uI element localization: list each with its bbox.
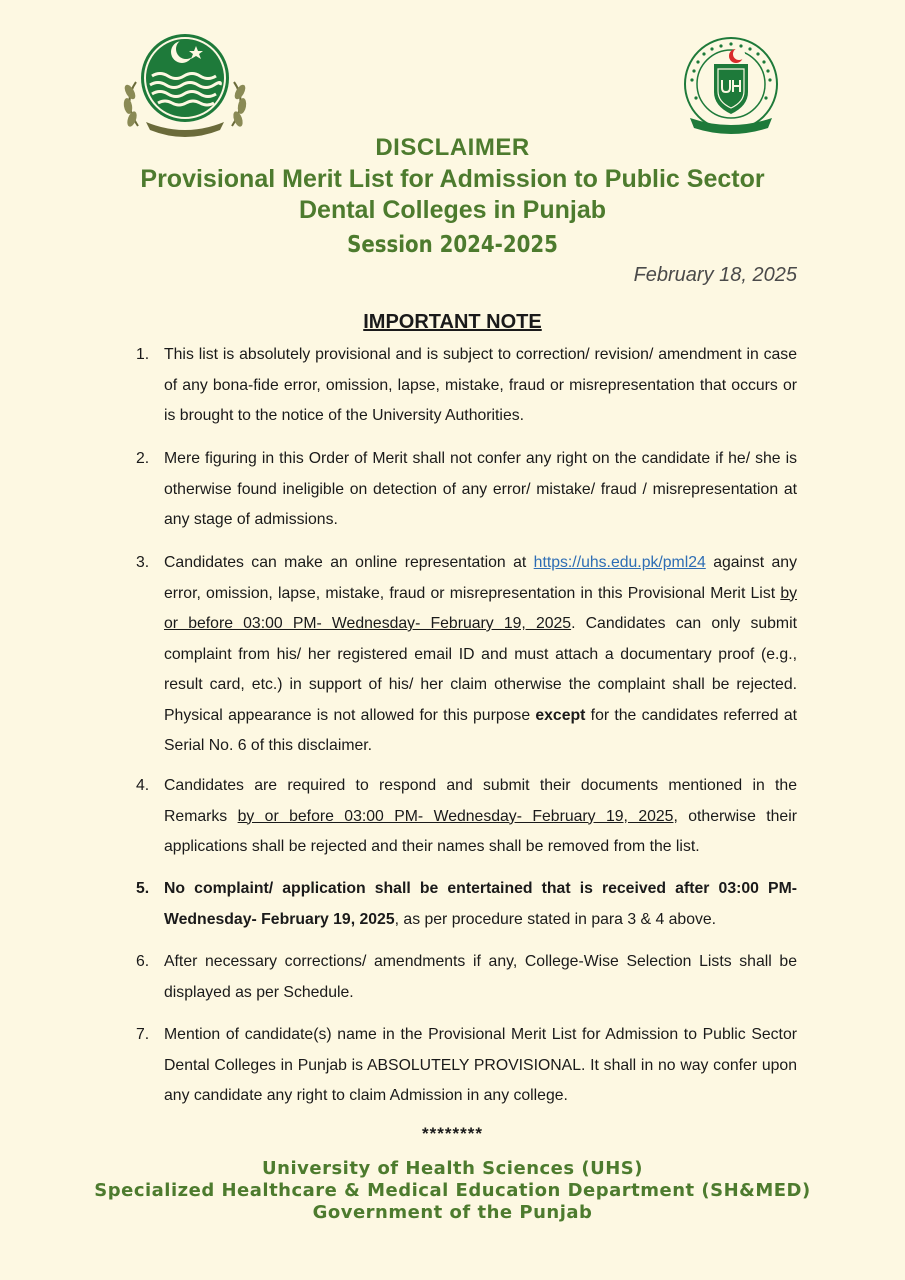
note-item-6: [136, 947, 797, 1008]
emphasis-text: except: [535, 706, 586, 724]
representation-link[interactable]: https://uhs.edu.pk/pml24: [533, 554, 706, 571]
note-text: After necessary corrections/ amendments if any, College-Wise Selection Lists shall be displayed as per Schedule.: [164, 953, 797, 1001]
deadline-text: by or before 03:00 PM- Wednesday- February 19, 2025: [164, 584, 797, 632]
session-heading: Session 2024-2025: [347, 232, 558, 258]
note-text: Mere figuring in this Order of Merit shall not confer any right on the candidate if he/ she is otherwise found ineligible on detection of any error/ mistake/ fraud / misrepresentation at any stage of admissions.: [164, 450, 797, 528]
note-text: This list is absolutely provisional and is subject to correction/ revision/ amendment in case of any bona-fide error, omission, lapse, mistake, fraud or misrepresentation that occurs or is brought to the notice of the University Authorities.: [164, 346, 797, 424]
punjab-govt-emblem: [116, 30, 254, 142]
uhs-logo: [676, 36, 786, 140]
footer-line-3: Government of the Punjab: [312, 1202, 593, 1223]
note-item-7: [136, 1020, 797, 1112]
title-line-2: Dental Colleges in Punjab: [299, 196, 606, 224]
issue-date: February 18, 2025: [633, 264, 797, 286]
note-number: 6.: [136, 953, 150, 970]
footer-line-2: Specialized Healthcare & Medical Education Department (SH&MED): [94, 1180, 811, 1201]
note-text: Candidates can make an online representation at https://uhs.edu.pk/pml24 against any error, omission, lapse, mistake, fraud or misrepresentation in this Provisional Merit List by or before 03:00 PM- Wednesday- February 19, 2025. Candidates can only submit complaint from his/ her registered email ID and must attach a documentary proof (e.g., result card, etc.) in support of his/ her claim otherwise the complaint shall be rejected. Physical appearance is not allowed for this purpose except for the candidates referred at Serial No. 6 of this disclaimer.: [164, 554, 797, 754]
deadline-text: by or before 03:00 PM- Wednesday- February 19, 2025: [237, 807, 674, 825]
note-item-4: [136, 771, 797, 863]
important-note-heading: IMPORTANT NOTE: [363, 311, 542, 333]
note-item-5: [136, 874, 797, 935]
note-number: 1.: [136, 346, 150, 363]
note-number: 7.: [136, 1026, 150, 1043]
note-number: 3.: [136, 554, 150, 571]
note-item-2: [136, 444, 797, 536]
separator: ********: [422, 1124, 483, 1143]
note-number: 2.: [136, 450, 150, 467]
bold-warning: No complaint/ application shall be entertained that is received after 03:00 PM- Wednesday- February 19, 2025: [164, 880, 797, 928]
disclaimer-heading: DISCLAIMER: [375, 134, 530, 161]
note-item-3: [136, 548, 797, 762]
note-text: Mention of candidate(s) name in the Provisional Merit List for Admission to Public Sector Dental Colleges in Punjab is ABSOLUTELY PROVISIONAL. It shall in no way confer upon any candidate any right to claim Admission in any college.: [164, 1026, 797, 1104]
footer-line-1: University of Health Sciences (UHS): [262, 1158, 643, 1179]
title-line-1: Provisional Merit List for Admission to Public Sector: [140, 165, 765, 193]
note-number: 4.: [136, 777, 150, 794]
note-item-1: [136, 340, 797, 432]
note-text: Candidates are required to respond and submit their documents mentioned in the Remarks by or before 03:00 PM- Wednesday- February 19, 2025, otherwise their applications shall be rejected and their names shall be removed from the list.: [164, 777, 797, 855]
note-text: No complaint/ application shall be entertained that is received after 03:00 PM- Wednesday- February 19, 2025, as per procedure stated in para 3 & 4 above.: [164, 880, 797, 928]
note-number: 5.: [136, 880, 150, 897]
